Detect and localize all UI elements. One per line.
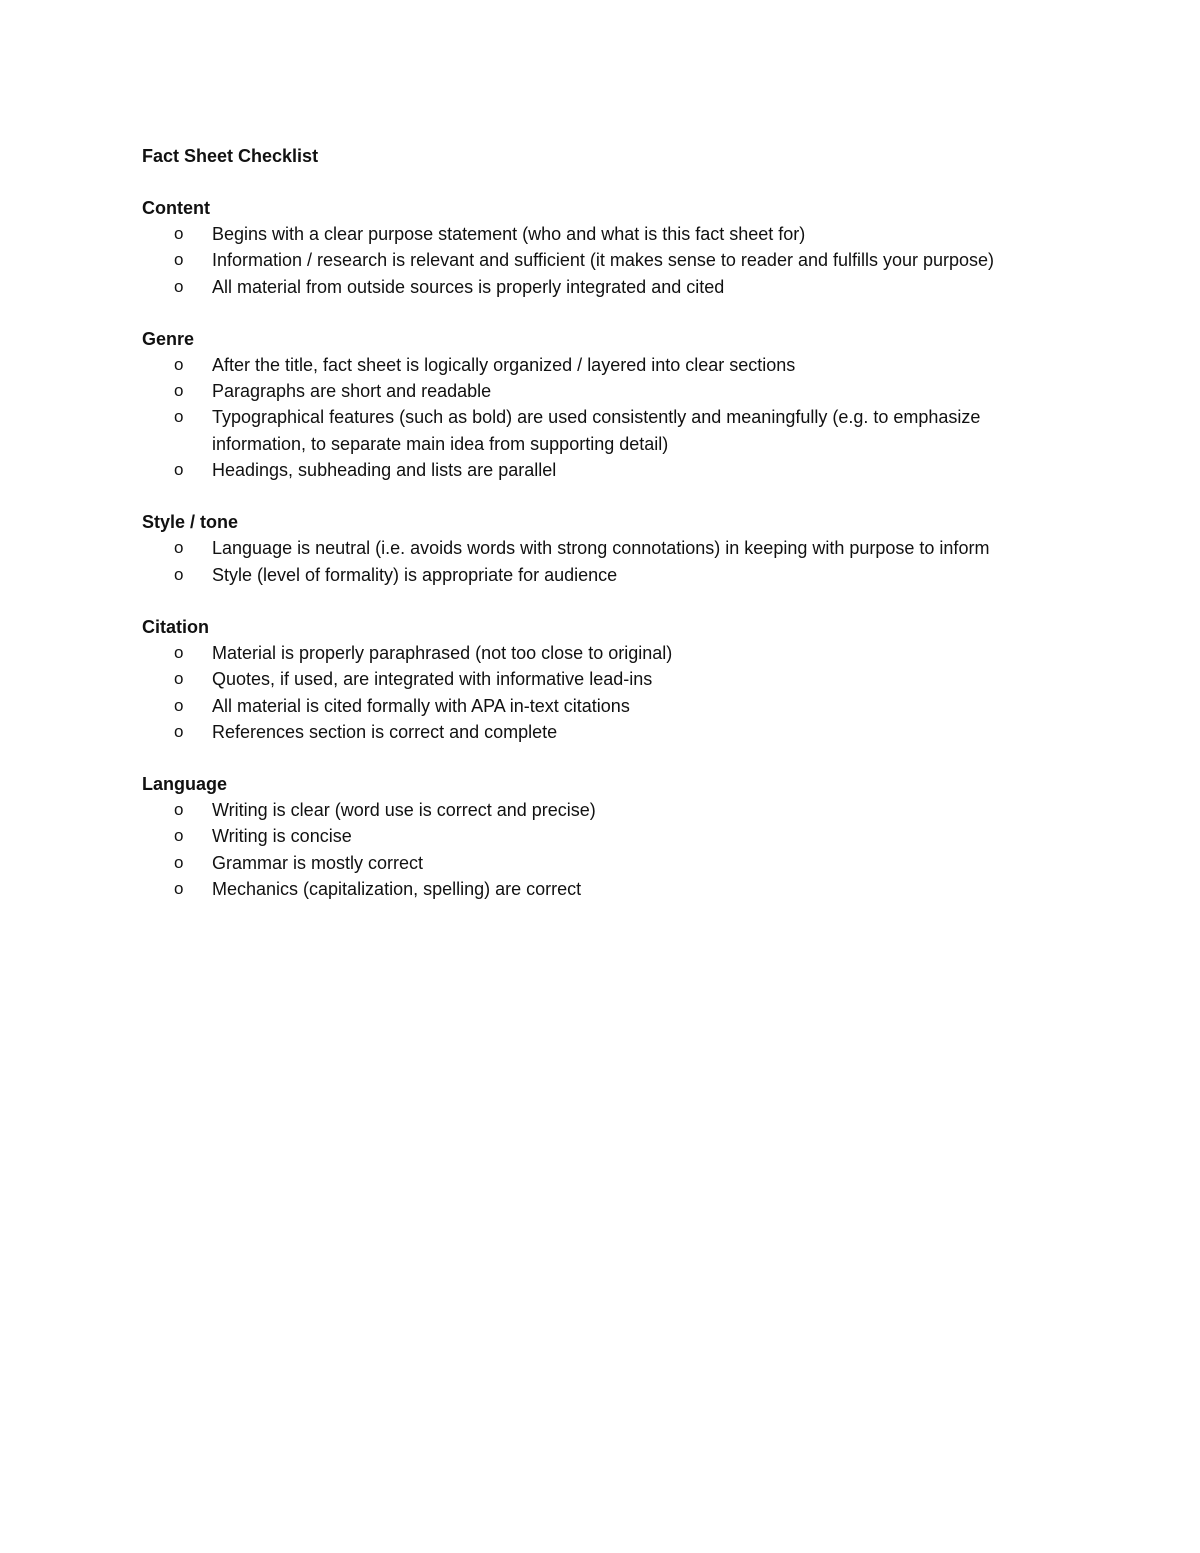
checklist-item-text: Language is neutral (i.e. avoids words with strong connotations) in keeping with purpose to inform: [212, 538, 990, 559]
checklist-item: [142, 378, 1062, 404]
checklist-item: [142, 247, 1062, 273]
bullet-icon: o: [174, 250, 184, 270]
checklist-item-text: All material from outside sources is properly integrated and cited: [212, 276, 725, 297]
checklist-item-text: Paragraphs are short and readable: [212, 381, 492, 402]
checklist-item: [142, 823, 1062, 849]
checklist-item-text: References section is correct and complete: [212, 721, 558, 742]
bullet-icon: o: [174, 564, 184, 584]
checklist-item-text: Style (level of formality) is appropriate for audience: [212, 564, 618, 585]
checklist-item: [142, 535, 1062, 561]
checklist-item: [142, 457, 1062, 483]
document-title: Fact Sheet Checklist: [142, 146, 319, 166]
section-heading: Citation: [142, 616, 209, 637]
bullet-icon: o: [174, 642, 184, 662]
bullet-icon: o: [174, 381, 184, 401]
bullet-icon: o: [174, 879, 184, 899]
bullet-icon: o: [174, 538, 184, 558]
checklist-item-text: Information / research is relevant and sufficient (it makes sense to reader and fulfills your purpose): [212, 250, 995, 271]
checklist-item: [142, 404, 1062, 457]
bullet-icon: o: [174, 460, 184, 480]
section-heading: Genre: [142, 328, 195, 349]
bullet-icon: o: [174, 852, 184, 872]
checklist: [142, 352, 1062, 483]
checklist-item: [142, 850, 1062, 876]
bullet-icon: o: [174, 407, 184, 427]
checklist-item: [142, 221, 1062, 247]
section-heading: Content: [142, 198, 210, 218]
section-citation: [142, 614, 1062, 745]
checklist: [142, 221, 1062, 300]
checklist-item-text: All material is cited formally with APA in-text citations: [212, 695, 630, 716]
checklist-item: [142, 797, 1062, 823]
checklist-item-text: Writing is concise: [212, 826, 352, 847]
checklist-item-text: Headings, subheading and lists are parallel: [212, 460, 557, 481]
checklist-item: [142, 640, 1062, 666]
bullet-icon: o: [174, 826, 184, 846]
checklist: [142, 640, 1062, 745]
checklist-item: [142, 666, 1062, 692]
checklist-item: [142, 876, 1062, 902]
checklist-item-text: Quotes, if used, are integrated with informative lead-ins: [212, 669, 653, 690]
checklist-item: [142, 352, 1062, 378]
bullet-icon: o: [174, 800, 184, 820]
section-heading: Language: [142, 774, 228, 795]
bullet-icon: o: [174, 354, 184, 374]
checklist-item-text: After the title, fact sheet is logically organized / layered into clear sections: [212, 354, 796, 375]
bullet-icon: o: [174, 695, 184, 715]
section-heading: Style / tone: [142, 512, 239, 533]
section-style-tone: [142, 509, 1062, 588]
checklist-item-text: Writing is clear (word use is correct and precise): [212, 800, 596, 821]
checklist-item: [142, 693, 1062, 719]
checklist-item-text: Mechanics (capitalization, spelling) are correct: [212, 879, 582, 900]
checklist: [142, 535, 1062, 588]
section-content: [142, 195, 1062, 300]
document-page: [142, 143, 1062, 928]
bullet-icon: o: [174, 721, 184, 741]
section-genre: [142, 326, 1062, 483]
checklist: [142, 797, 1062, 902]
checklist-item-text: Begins with a clear purpose statement (who and what is this fact sheet for): [212, 224, 806, 244]
checklist-item: [142, 274, 1062, 300]
checklist-item-text: Typographical features (such as bold) are used consistently and meaningfully (e.g. to emphasize information, to separate main idea from supporting detail): [212, 407, 981, 454]
checklist-item-text: Grammar is mostly correct: [212, 852, 424, 873]
checklist-item-text: Material is properly paraphrased (not too close to original): [212, 642, 673, 663]
bullet-icon: o: [174, 224, 184, 243]
bullet-icon: o: [174, 276, 184, 296]
checklist-item: [142, 562, 1062, 588]
checklist-item: [142, 719, 1062, 745]
bullet-icon: o: [174, 669, 184, 689]
section-language: [142, 771, 1062, 902]
